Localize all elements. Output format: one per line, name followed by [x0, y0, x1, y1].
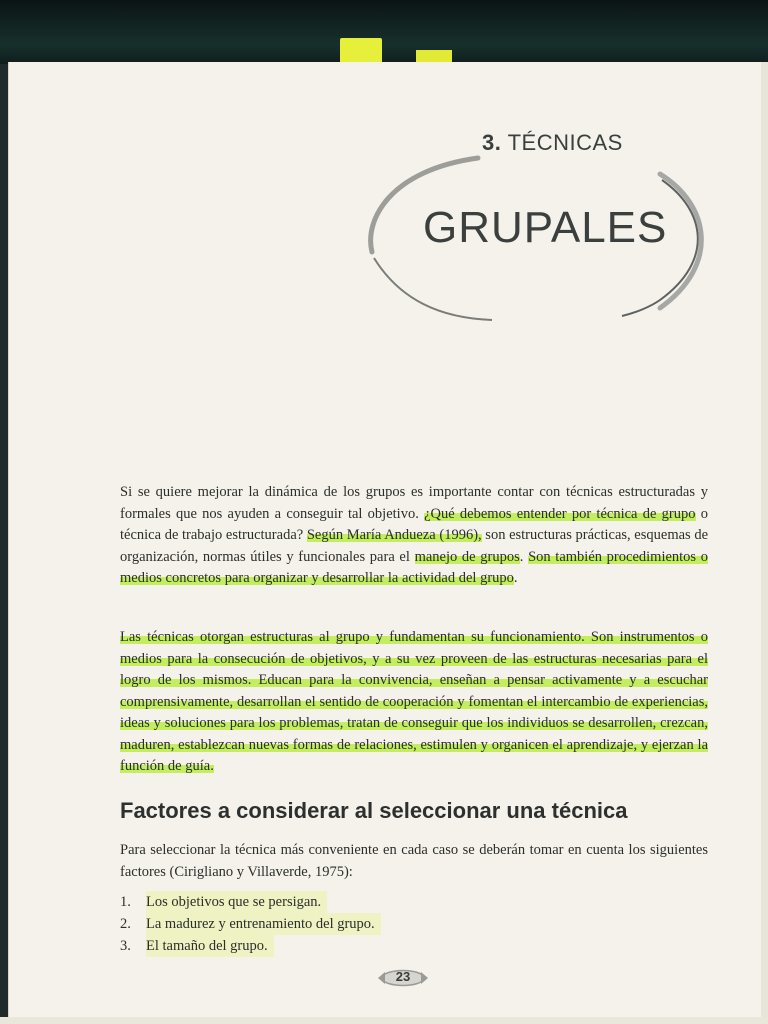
list-number: 2.	[120, 916, 131, 932]
text-run: .	[519, 548, 529, 565]
page-edge	[0, 1017, 768, 1024]
list-item	[120, 891, 381, 913]
text-run: Si se quiere mejorar la dinámica de los grupos es importante contar con técnicas estructuradas y formales que nos ayuden a conseguir tal objetivo.	[120, 484, 708, 522]
list-text: La madurez y entrenamiento del grupo.	[146, 913, 381, 935]
list-item	[120, 935, 381, 957]
paragraph-factors-intro: Para seleccionar la técnica más conveniente en cada caso se deberán tomar en cuenta los siguientes factores (Cirigliano y Villaverde, 1975):	[120, 842, 708, 880]
list-number: 1.	[120, 894, 131, 910]
highlighted-text: Las técnicas otorgan estructuras al grupo y fundamentan su funcionamiento. Son instrumentos o medios para la consecución de objetivos, y a su vez proveen de las estructuras necesarias para el logro de los mismos. Educan para la convivencia, enseñan a pensar activamente y a escuchar comprensivamente, desarrollan el sentido de cooperación y fomentan el intercambio de experiencias, ideas y soluciones para los problemas, tratan de conseguir que los individuos se desarrollen, crezcan, maduren, establezcan nuevas formas de relaciones, estimulen y organicen el aprendizaje, y ejerzan la función de guía.	[120, 629, 708, 774]
list-text: Los objetivos que se persigan.	[146, 891, 327, 913]
page-edge	[760, 62, 768, 1024]
chapter-title: GRUPALES	[423, 203, 668, 252]
list-text: El tamaño del grupo.	[146, 935, 274, 957]
scanner-background-top	[0, 0, 768, 64]
text-run: .	[513, 570, 518, 586]
highlighted-text: Según María Andueza (1996),	[306, 527, 482, 543]
highlighted-text: Son también procedimientos o medios concretos para organizar y desarrollar la actividad del grupo	[120, 548, 708, 586]
factors-list	[120, 891, 381, 957]
page-number: 23	[395, 969, 411, 984]
list-item	[120, 913, 381, 935]
text-run: son estructuras prácticas, esquemas de organización, normas útiles y funcionales para el	[120, 527, 709, 565]
paragraph-intro	[120, 482, 708, 590]
highlighted-text: manejo de grupos	[414, 548, 520, 565]
chapter-number: 3.	[482, 130, 502, 155]
text-run: o técnica de trabajo estructurada?	[120, 505, 708, 543]
paragraph-techniques	[120, 627, 708, 778]
highlighted-text: ¿Qué debemos entender por técnica de grupo	[424, 505, 696, 522]
sticky-tab	[340, 38, 382, 64]
section-heading: Factores a considerar al seleccionar una técnica	[120, 798, 628, 823]
list-number: 3.	[120, 938, 131, 954]
chapter-title-top: TÉCNICAS	[507, 130, 623, 155]
